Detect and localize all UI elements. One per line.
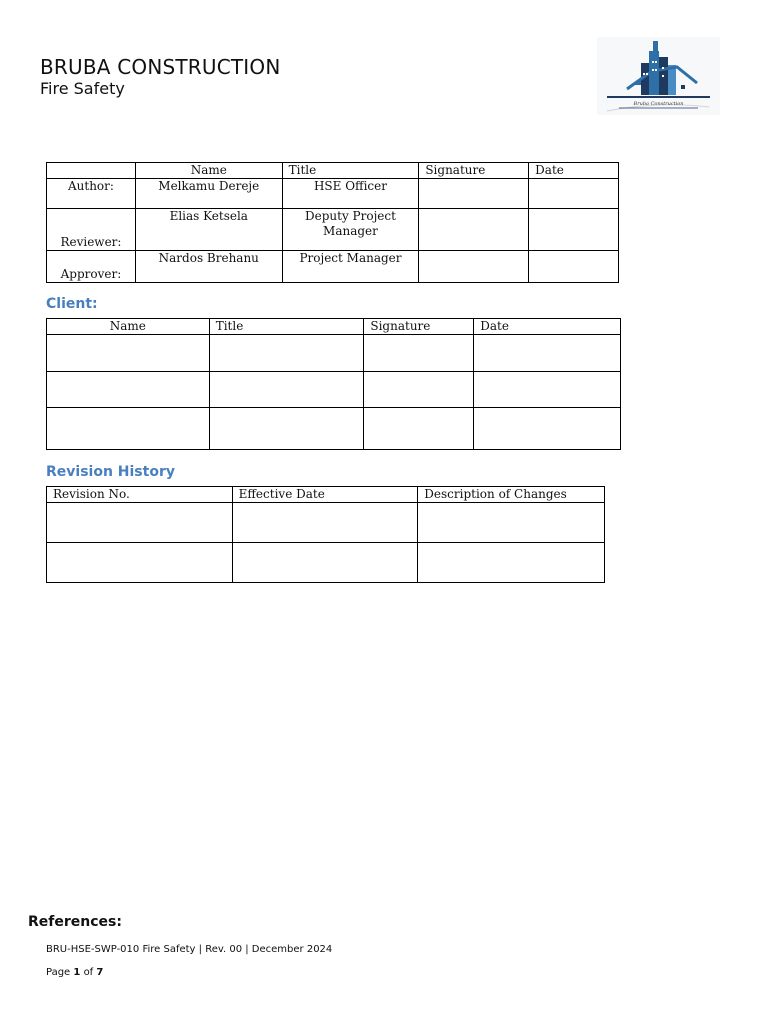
- client-signature-cell[interactable]: [364, 372, 474, 408]
- client-heading: Client:: [46, 296, 98, 312]
- effective-date-cell[interactable]: [232, 503, 418, 543]
- company-name: BRUBA CONSTRUCTION: [40, 55, 281, 79]
- table-row: [47, 503, 605, 543]
- page-of: of: [83, 967, 94, 978]
- table-row: [47, 372, 621, 408]
- table-row: [47, 179, 619, 209]
- client-name-cell[interactable]: [47, 408, 210, 450]
- client-title-cell[interactable]: [209, 372, 364, 408]
- name-cell: Melkamu Dereje: [135, 179, 282, 209]
- revision-history-table: [46, 486, 605, 583]
- signature-cell[interactable]: [419, 251, 529, 283]
- company-logo: [597, 37, 720, 115]
- client-table: [46, 318, 621, 450]
- header-cell: Name: [135, 163, 282, 179]
- client-date-cell[interactable]: [474, 372, 621, 408]
- client-header-row: [47, 319, 621, 335]
- date-cell[interactable]: [529, 179, 619, 209]
- client-signature-cell[interactable]: [364, 408, 474, 450]
- table-row: [47, 251, 619, 283]
- role-cell: Reviewer:: [47, 209, 136, 251]
- role-cell: Approver:: [47, 251, 136, 283]
- header-cell: Signature: [364, 319, 474, 335]
- effective-date-cell[interactable]: [232, 543, 418, 583]
- header-cell: Signature: [419, 163, 529, 179]
- client-date-cell[interactable]: [474, 335, 621, 372]
- header-cell: Effective Date: [232, 487, 418, 503]
- description-cell[interactable]: [418, 503, 605, 543]
- date-cell[interactable]: [529, 251, 619, 283]
- client-name-cell[interactable]: [47, 335, 210, 372]
- revision-no-cell[interactable]: [47, 503, 233, 543]
- page-label: Page: [46, 967, 71, 978]
- client-title-cell[interactable]: [209, 408, 364, 450]
- header-cell: Name: [47, 319, 210, 335]
- header-cell: Date: [474, 319, 621, 335]
- page-total: 7: [96, 967, 104, 978]
- table-row: [47, 408, 621, 450]
- client-date-cell[interactable]: [474, 408, 621, 450]
- revision-header-row: [47, 487, 605, 503]
- client-title-cell[interactable]: [209, 335, 364, 372]
- client-signature-cell[interactable]: [364, 335, 474, 372]
- footer-document-ref: BRU-HSE-SWP-010 Fire Safety | Rev. 00 | December 2024: [46, 944, 333, 955]
- title-cell: Deputy Project Manager: [282, 209, 419, 251]
- date-cell[interactable]: [529, 209, 619, 251]
- page-number: [46, 967, 103, 978]
- approval-table: [46, 162, 619, 283]
- table-row: [47, 335, 621, 372]
- table-row: [47, 543, 605, 583]
- page-current: 1: [73, 967, 81, 978]
- title-cell: Project Manager: [282, 251, 419, 283]
- logo-text: Bruba Construction: [633, 101, 684, 107]
- references-label: References:: [28, 914, 122, 930]
- name-cell: Elias Ketsela: [135, 209, 282, 251]
- approval-header-row: [47, 163, 619, 179]
- header-cell: Date: [529, 163, 619, 179]
- header-cell: [47, 163, 136, 179]
- role-cell: Author:: [47, 179, 136, 209]
- header-cell: Title: [282, 163, 419, 179]
- document-title: Fire Safety: [40, 79, 125, 98]
- title-cell: HSE Officer: [282, 179, 419, 209]
- revision-no-cell[interactable]: [47, 543, 233, 583]
- revision-history-heading: Revision History: [46, 464, 175, 480]
- header-cell: Description of Changes: [418, 487, 605, 503]
- signature-cell[interactable]: [419, 179, 529, 209]
- signature-cell[interactable]: [419, 209, 529, 251]
- client-name-cell[interactable]: [47, 372, 210, 408]
- header-cell: Revision No.: [47, 487, 233, 503]
- name-cell: Nardos Brehanu: [135, 251, 282, 283]
- description-cell[interactable]: [418, 543, 605, 583]
- table-row: [47, 209, 619, 251]
- header-cell: Title: [209, 319, 364, 335]
